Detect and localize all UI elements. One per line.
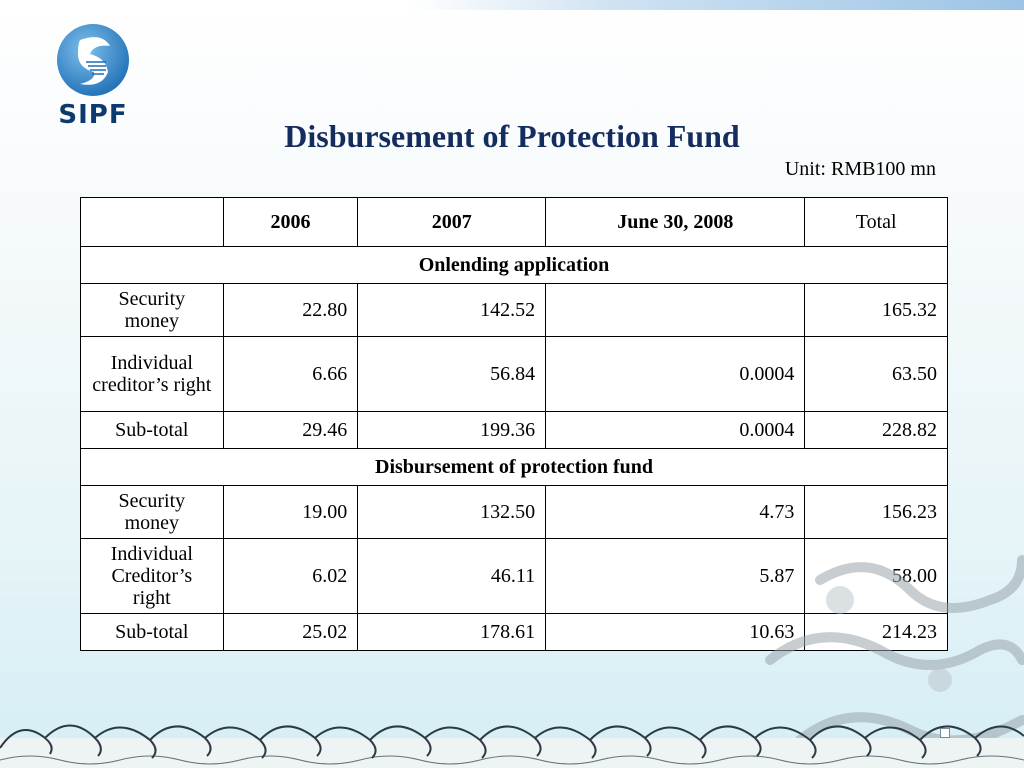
table-header-row [81, 198, 948, 247]
cell-2006: 6.02 [223, 539, 358, 614]
section-row [81, 449, 948, 486]
cell-2006: 19.00 [223, 486, 358, 539]
header-cell-2007: 2007 [358, 198, 546, 247]
row-label: Sub-total [81, 412, 224, 449]
cell-2007: 56.84 [358, 337, 546, 412]
cell-2006: 6.66 [223, 337, 358, 412]
table-row [81, 486, 948, 539]
cell-total: 214.23 [805, 614, 948, 651]
header-cell-2006: 2006 [223, 198, 358, 247]
slide-marker-icon [940, 728, 950, 738]
waves-decoration-icon [0, 708, 1024, 768]
cell-2006: 25.02 [223, 614, 358, 651]
table-row [81, 412, 948, 449]
row-label: Individual Creditor’s right [81, 539, 224, 614]
cell-total: 63.50 [805, 337, 948, 412]
logo-text: SIPF [58, 100, 128, 130]
table-row [81, 337, 948, 412]
row-label: Sub-total [81, 614, 224, 651]
cell-2006: 22.80 [223, 284, 358, 337]
sipf-logo [50, 22, 136, 130]
section-label: Onlending application [81, 247, 948, 284]
header-cell-total: Total [805, 198, 948, 247]
section-row [81, 247, 948, 284]
cell-total: 156.23 [805, 486, 948, 539]
cell-2007: 199.36 [358, 412, 546, 449]
header-cell-june-2008: June 30, 2008 [546, 198, 805, 247]
cell-june-2008: 4.73 [546, 486, 805, 539]
cell-june-2008: 0.0004 [546, 337, 805, 412]
cell-total: 165.32 [805, 284, 948, 337]
cell-2007: 178.61 [358, 614, 546, 651]
unit-label: Unit: RMB100 mn [784, 158, 936, 180]
cell-total: 228.82 [805, 412, 948, 449]
cell-2006: 29.46 [223, 412, 358, 449]
cell-2007: 46.11 [358, 539, 546, 614]
cell-2007: 132.50 [358, 486, 546, 539]
cell-total: 58.00 [805, 539, 948, 614]
section-label: Disbursement of protection fund [81, 449, 948, 486]
cell-2007: 142.52 [358, 284, 546, 337]
table-row [81, 284, 948, 337]
cell-june-2008 [546, 284, 805, 337]
row-label: Security money [81, 486, 224, 539]
cell-june-2008: 0.0004 [546, 412, 805, 449]
row-label: Individual creditor’s right [81, 337, 224, 412]
cell-june-2008: 5.87 [546, 539, 805, 614]
logo-emblem-icon [50, 22, 136, 102]
row-label: Security money [81, 284, 224, 337]
top-stripe [0, 0, 1024, 10]
cell-june-2008: 10.63 [546, 614, 805, 651]
header-cell-empty [81, 198, 224, 247]
page-title: Disbursement of Protection Fund [284, 118, 740, 154]
